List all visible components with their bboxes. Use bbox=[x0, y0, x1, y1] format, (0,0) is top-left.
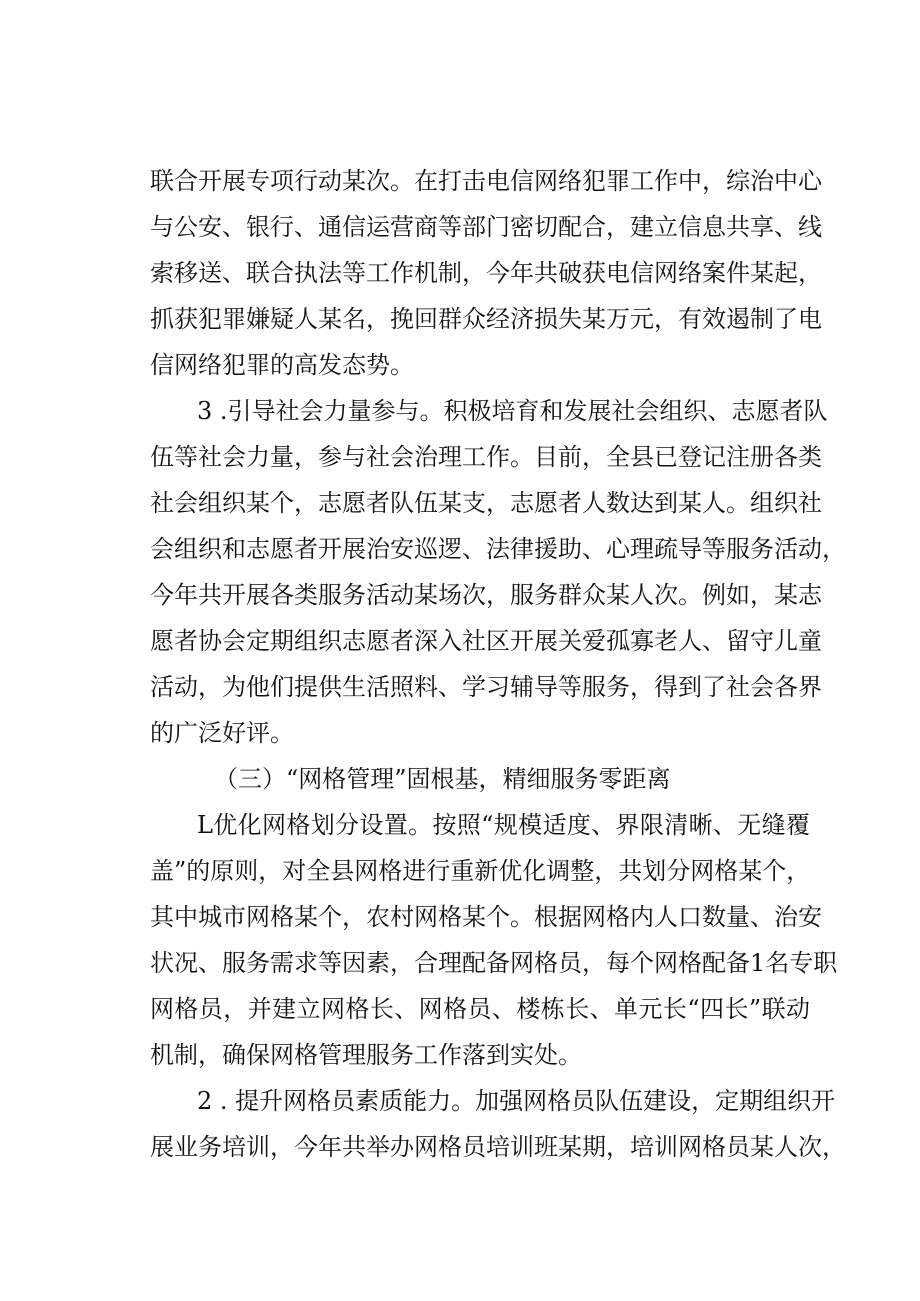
text-line: 索移送、联合执法等工作机制，今年共破获电信网络案件某起， bbox=[150, 259, 822, 287]
text-line: 与公安、银行、通信运营商等部门密切配合，建立信息共享、线 bbox=[150, 213, 822, 241]
text-line: 展业务培训，今年共举办网格员培训班某期，培训网格员某人次， bbox=[150, 1133, 846, 1161]
text-line: 抓获犯罪嫌疑人某名，挽回群众经济损失某万元，有效遏制了电 bbox=[150, 305, 822, 333]
paragraph-start-line: 3 .引导社会力量参与。积极培育和发展社会组织、志愿者队 bbox=[197, 397, 828, 425]
text-line: 会组织和志愿者开展治安巡逻、法律援助、心理疏导等服务活动， bbox=[150, 535, 846, 563]
paragraph-start-line: 2 . 提升网格员素质能力。加强网格员队伍建设，定期组织开 bbox=[197, 1087, 836, 1115]
text-line: 伍等社会力量，参与社会治理工作。目前，全县已登记注册各类 bbox=[150, 443, 822, 471]
text-line: 盖”的原则，对全县网格进行重新优化调整，共划分网格某个， bbox=[150, 857, 811, 885]
text-line: 活动，为他们提供生活照料、学习辅导等服务，得到了社会各界 bbox=[150, 673, 822, 701]
text-line: 社会组织某个，志愿者队伍某支，志愿者人数达到某人。组织社 bbox=[150, 489, 822, 517]
text-line: 机制，确保网格管理服务工作落到实处。 bbox=[150, 1041, 582, 1069]
text-line: 其中城市网格某个，农村网格某个。根据网格内人口数量、治安 bbox=[150, 903, 822, 931]
section-heading: （三）“网格管理”固根基，精细服务零距离 bbox=[214, 765, 671, 793]
text-line: 联合开展专项行动某次。在打击电信网络犯罪工作中，综治中心 bbox=[150, 167, 822, 195]
text-line: 网格员，并建立网格长、网格员、楼栋长、单元长“四长”联动 bbox=[150, 995, 810, 1023]
text-line: 今年共开展各类服务活动某场次，服务群众某人次。例如，某志 bbox=[150, 581, 822, 609]
text-line: 信网络犯罪的高发态势。 bbox=[150, 351, 414, 379]
text-line: 状况、服务需求等因素，合理配备网格员，每个网格配备1名专职 bbox=[150, 949, 838, 977]
paragraph-start-line: L优化网格划分设置。按照“规模适度、界限清晰、无缝覆 bbox=[197, 811, 810, 839]
text-line: 的广泛好评。 bbox=[150, 719, 294, 747]
text-line: 愿者协会定期组织志愿者深入社区开展关爱孤寡老人、留守儿童 bbox=[150, 627, 822, 655]
